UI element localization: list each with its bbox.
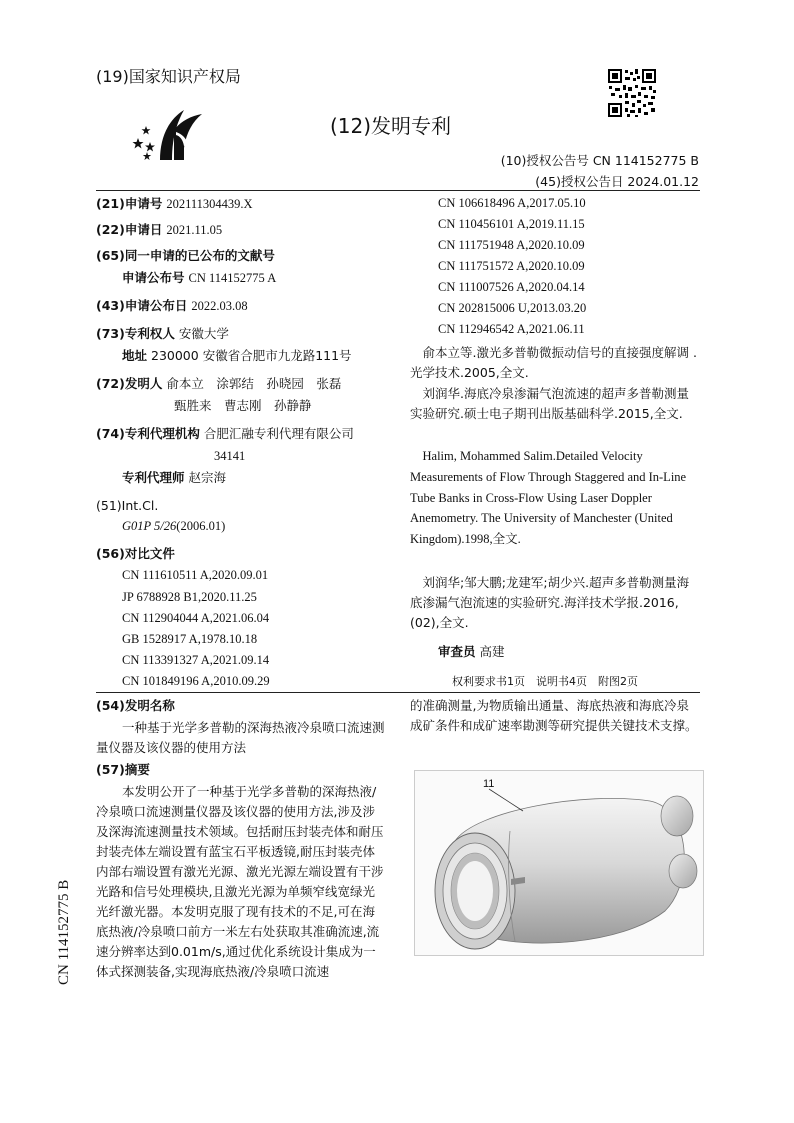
reference-item: CN 112904044 A,2021.06.04 xyxy=(122,611,270,625)
application-date-row xyxy=(96,220,222,240)
qr-code xyxy=(607,68,657,118)
page-count-note: 权利要求书1页 说明书4页 附图2页 xyxy=(452,675,638,688)
publication-date-row xyxy=(96,296,248,316)
application-date-label: (22)申请日 xyxy=(96,222,163,237)
prior-publication-row xyxy=(122,268,276,288)
reference-item: GB 1528917 A,1978.10.18 xyxy=(122,632,258,646)
reference-item: JP 6788928 B1,2020.11.25 xyxy=(122,590,257,604)
abstract-text: 本发明公开了一种基于光学多普勒的深海热液/冷泉喷口流速测量仪器及该仪器的使用方法,涉及涉及深海流速测量技术领域。包括耐压封装壳体和耐压封装壳体左端设置有蓝宝石平板透镜,耐压封装壳体内部右端设置有激光光源、激光光源左端设置有干涉光路和信号处理模块,且激光光源为单频窄线宽绿光光纤激光器。本发明克服了现有技术的不足,可在海底热液/冷泉喷口前方一米左右处获取其准确流速,流速分辨率达到0.01m/s,通过优化系统设计集成为一体式探测装备,实现海底热液/冷泉喷口流速 xyxy=(96,784,384,979)
prior-publication-number: CN 114152775 A xyxy=(188,271,277,285)
reference-item: CN 111751948 A,2020.10.09 xyxy=(438,238,585,252)
application-number-label: (21)申请号 xyxy=(96,196,163,211)
invention-title: 一种基于光学多普勒的深海热液冷泉喷口流速测量仪器及该仪器的使用方法 xyxy=(96,720,385,755)
office-name: (19)国家知识产权局 xyxy=(96,67,241,86)
examiner-row xyxy=(438,642,505,662)
figure-callout: 11 xyxy=(483,778,495,790)
document-type: (12)发明专利 xyxy=(330,114,452,138)
application-number: 202111304439.X xyxy=(166,197,253,211)
application-number-row xyxy=(96,194,253,214)
agent: 赵宗海 xyxy=(188,470,227,485)
section-rule xyxy=(96,692,700,693)
reference-item: CN 202815006 U,2013.03.20 xyxy=(438,301,587,315)
abstract-label: (57)摘要 xyxy=(96,762,150,777)
office-logo xyxy=(132,108,204,166)
agent-label: 专利代理师 xyxy=(122,470,185,485)
inventors-line1: 俞本立 涂郭结 孙晓园 张磊 xyxy=(166,376,342,391)
reference-item: CN 112946542 A,2021.06.11 xyxy=(438,322,585,336)
intcl-row xyxy=(122,516,225,536)
intcl-code: G01P 5/26 xyxy=(122,519,177,533)
device-figure xyxy=(414,770,704,956)
nonpatent-reference: 俞本立等.激光多普勒微振动信号的直接强度解调 .光学技术.2005,全文. xyxy=(410,345,697,380)
header-rule xyxy=(96,190,700,191)
inventors-row xyxy=(96,374,341,394)
reference-item: CN 106618496 A,2017.05.10 xyxy=(438,196,586,210)
reference-item: CN 111751572 A,2020.10.09 xyxy=(438,259,585,273)
publication-date-label: (43)申请公布日 xyxy=(96,298,188,313)
inventors-label: (72)发明人 xyxy=(96,376,163,391)
intcl-version: (2006.01) xyxy=(176,519,226,533)
examiner: 高建 xyxy=(479,644,505,659)
agency-row xyxy=(96,424,354,444)
address-row xyxy=(122,346,352,366)
nonpatent-reference: 刘润华;邹大鹏;龙建军;胡少兴.超声多普勒测量海底渗漏气泡流速的实验研究.海洋技术学报.2016,(02),全文. xyxy=(410,575,690,630)
agent-row xyxy=(122,468,226,488)
patentee-row xyxy=(96,324,229,344)
references-label: (56)对比文件 xyxy=(96,546,175,561)
grant-pub-number: (10)授权公告号 CN 114152775 B xyxy=(500,153,699,168)
prior-publication-sub-label: 申请公布号 xyxy=(122,270,185,285)
inventors-line2: 甄胜来 曹志刚 孙静静 xyxy=(174,398,312,413)
examiner-label: 审查员 xyxy=(438,644,476,659)
reference-item: CN 113391327 A,2021.09.14 xyxy=(122,653,270,667)
address-label: 地址 xyxy=(122,348,148,363)
patentee: 安徽大学 xyxy=(178,326,229,341)
side-publication-code: CN 114152775 B xyxy=(56,879,72,985)
reference-item: CN 111007526 A,2020.04.14 xyxy=(438,280,585,294)
address: 230000 安徽省合肥市九龙路111号 xyxy=(151,348,352,363)
nonpatent-reference: 刘润华.海底冷泉渗漏气泡流速的超声多普勒测量实验研究.硕士电子期刊出版基础科学.2015,全文. xyxy=(410,386,689,421)
nonpatent-reference: Halim, Mohammed Salim.Detailed Velocity Measurements of Flow Through Staggered and In-Line Tube Banks in Cross-Flow Using Laser Doppler Anemometry. The University of Manchester (United Kingdom).1998,全文. xyxy=(410,449,687,547)
reference-item: CN 110456101 A,2019.11.15 xyxy=(438,217,585,231)
prior-publication-label: (65)同一申请的已公布的文献号 xyxy=(96,248,275,263)
reference-item: CN 111610511 A,2020.09.01 xyxy=(122,568,269,582)
agency: 合肥汇融专利代理有限公司 xyxy=(203,426,354,441)
intcl-label: (51)Int.Cl. xyxy=(96,498,159,513)
agency-label: (74)专利代理机构 xyxy=(96,426,200,441)
abstract-continuation: 的准确测量,为物质输出通量、海底热液和海底冷泉成矿条件和成矿速率勘测等研究提供关键技术支撑。 xyxy=(410,698,698,733)
invention-title-label: (54)发明名称 xyxy=(96,698,175,713)
patentee-label: (73)专利权人 xyxy=(96,326,175,341)
application-date: 2021.11.05 xyxy=(166,223,223,237)
reference-item: CN 101849196 A,2010.09.29 xyxy=(122,674,270,688)
agency-code: 34141 xyxy=(214,449,246,463)
grant-pub-date: (45)授权公告日 2024.01.12 xyxy=(535,174,699,189)
publication-date: 2022.03.08 xyxy=(191,299,248,313)
